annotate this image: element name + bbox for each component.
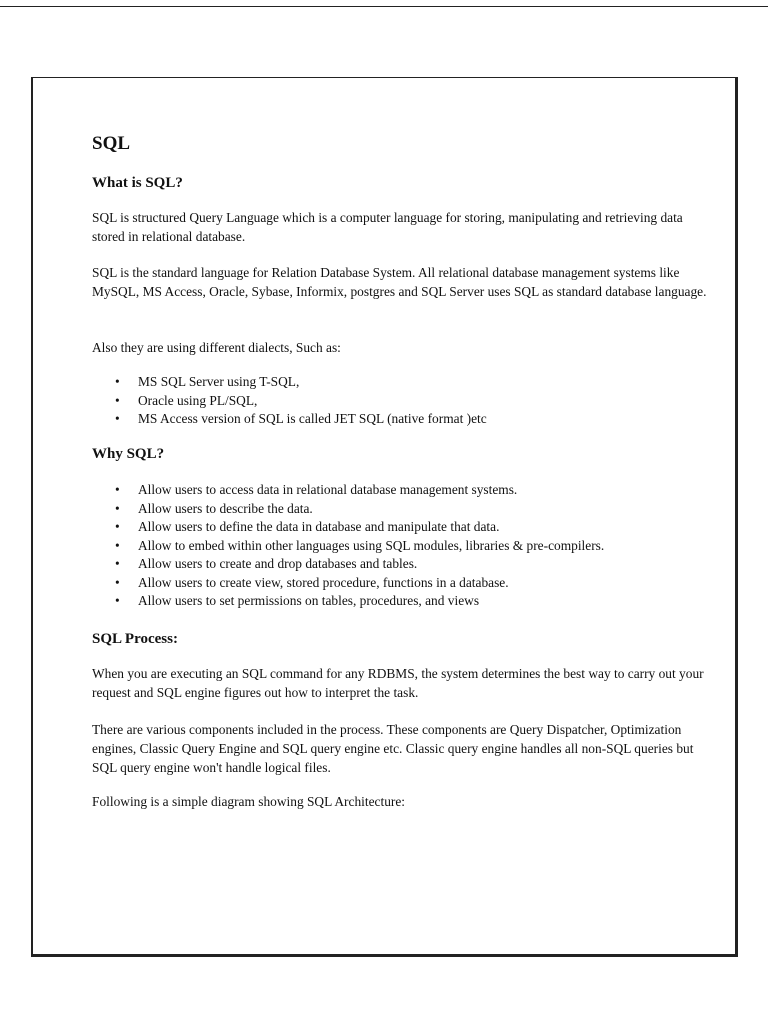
paragraph-sql-definition: SQL is structured Query Language which is a computer language for storing, manipulating and retrieving data stored in relational database.: [92, 210, 683, 244]
list-item: [92, 410, 692, 429]
document-page: [31, 77, 738, 957]
list-item-text: Allow users to define the data in database and manipulate that data.: [138, 519, 500, 534]
list-item-text: MS Access version of SQL is called JET SQL (native format )etc: [138, 411, 487, 426]
list-item: [92, 537, 692, 556]
dialects-list: [92, 373, 692, 429]
list-item: [92, 481, 692, 500]
list-item: [92, 373, 692, 392]
list-item-text: Allow users to describe the data.: [138, 500, 313, 516]
list-item-text: Allow users to create and drop databases and tables.: [138, 556, 418, 571]
bullet-icon: •: [115, 500, 120, 516]
list-item-text: Allow users to set permissions on tables, procedures, and views: [138, 593, 480, 608]
list-item: [92, 574, 692, 593]
list-item: [92, 555, 692, 574]
list-item-text: MS SQL Server using T-SQL,: [138, 374, 300, 389]
bullet-icon: •: [115, 519, 120, 534]
bullet-icon: •: [115, 556, 120, 571]
list-item-text: Allow to embed within other languages using SQL modules, libraries & pre-compilers.: [138, 537, 605, 553]
bullet-icon: •: [115, 574, 120, 590]
paragraph-sql-command: When you are executing an SQL command for any RDBMS, the system determines the best way to carry out your request and SQL engine figures out how to interpret the task.: [92, 666, 704, 700]
bullet-icon: •: [115, 374, 120, 389]
top-rule: [0, 6, 768, 7]
paragraph-diagram-intro: Following is a simple diagram showing SQL Architecture:: [92, 794, 406, 809]
document-title: SQL: [92, 133, 131, 154]
paragraph-dialects-intro: Also they are using different dialects, Such as:: [92, 340, 341, 355]
list-item: [92, 592, 692, 611]
paragraph-sql-standard: SQL is the standard language for Relation Database System. All relational database management systems like MySQL, MS Access, Oracle, Sybase, Informix, postgres and SQL Server uses SQL as standard database language.: [92, 265, 707, 299]
bullet-icon: •: [115, 411, 120, 426]
list-item: [92, 518, 692, 537]
bullet-icon: •: [115, 482, 120, 497]
heading-sql-process: SQL Process:: [92, 631, 178, 647]
bullet-icon: •: [115, 593, 120, 608]
heading-what-is-sql: What is SQL?: [92, 175, 183, 191]
heading-why-sql: Why SQL?: [92, 446, 165, 462]
list-item: [92, 500, 692, 519]
bullet-icon: •: [115, 537, 120, 553]
list-item-text: Oracle using PL/SQL,: [138, 392, 258, 408]
bullet-icon: •: [115, 392, 120, 408]
paragraph-components: There are various components included in the process. These components are Query Dispatcher, Optimization engines, Classic Query Engine and SQL query engine etc. Classic query engine handles all non-SQL queries but SQL query engine won't handle logical files.: [92, 722, 694, 775]
list-item-text: Allow users to access data in relational database management systems.: [138, 482, 518, 497]
list-item-text: Allow users to create view, stored procedure, functions in a database.: [138, 574, 509, 590]
why-sql-list: [92, 481, 692, 611]
list-item: [92, 392, 692, 411]
